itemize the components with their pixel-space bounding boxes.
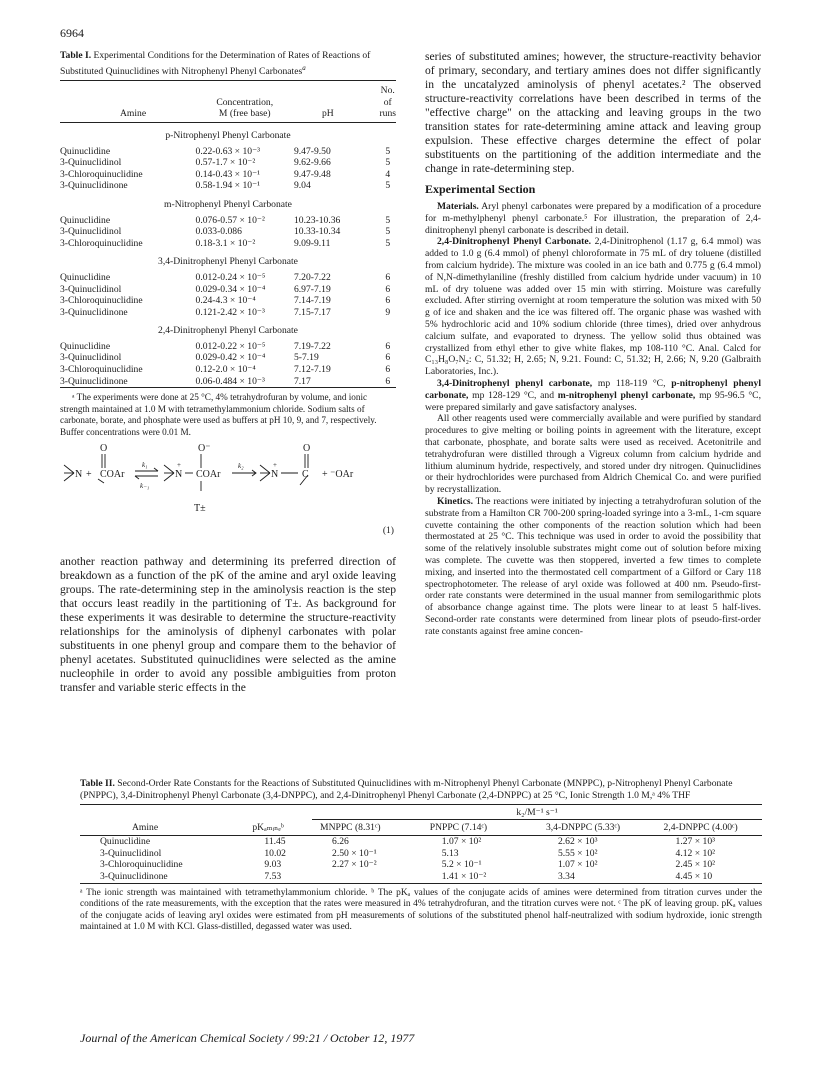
table2-cell: 3-Quinuclidinone — [100, 870, 168, 882]
p34-head2: p-nitrophenyl phenyl carbonate, — [425, 377, 761, 401]
table2-cell: 10.02 — [264, 847, 286, 859]
table1-cell-conc: 0.076-0.57 × 10⁻² — [195, 214, 265, 226]
table1-cell-amine: 3-Chloroquinuclidine — [60, 237, 143, 249]
table2-cell: 5.55 × 10² — [557, 847, 598, 859]
kinetics-text: The reactions were initiated by injecting a tetrahydrofuran solution of the substrate from a Hamilton CR 700-200 spring-loaded syringe into a 3-mL, 1-cm square cuvette containing the other components of the reaction solution which had been thermostated at 25 °C. This technique was used in order to avoid the possibility that some of the relatively insoluble substrates might come out of solution before mixing was complete. The cuvette was then stoppered, inverted a few times to complete mixing, and inserted into the thermostated cell compartment of a Gilford or Cary 118 spectrophotometer. The release of aryl oxide was followed at 400 nm. Pseudo-first-order rate constants were determined in the usual manner from semilogarithmic plots of absorbance change against time. The plots were linear to at least 5 half-lives. Second-order rate constants were determined from linear plots of pseudo-first-order rate constants against free amine concen- — [425, 495, 761, 637]
table2-block — [80, 778, 762, 934]
table2-cell: 3-Chloroquinuclidine — [100, 859, 183, 871]
table2-cell: 5.13 — [441, 847, 459, 859]
table1-cell-conc: 0.24-4.3 × 10⁻⁴ — [195, 295, 256, 307]
table1-cell-amine: 3-Quinuclidinol — [60, 283, 122, 295]
table1-cell-conc: 0.012-0.24 × 10⁻⁵ — [195, 271, 266, 283]
table1-cell-amine: 3-Quinuclidinone — [60, 306, 128, 318]
table1-cell-conc: 0.012-0.22 × 10⁻⁵ — [195, 340, 266, 352]
scheme-plus-charge-2: + — [273, 460, 277, 469]
amine-symbol-1 — [64, 465, 74, 481]
table1-cell-conc: 0.14-0.43 × 10⁻¹ — [195, 168, 261, 180]
table2-cell: 4.45 × 10 — [675, 870, 713, 882]
table1-cell-ph: 10.33-10.34 — [293, 226, 341, 238]
scheme-km1: k₋₁ — [140, 481, 150, 490]
intro-paragraph: series of substituted amines; however, the structure-reactivity behavior of primary, secondary, and tertiary amines does not differ significantly in the uncatalyzed aminolysis of phenyl acetates.² The observed structure-reactivity correlations have been described in terms of the "effective charge" on the attacking and leaving groups in the two transition states for rate-determining amine attack and leaving group expulsion. These effective charges determine the effect of polar substituents on the partitioning of the addition intermediate and the change in rate-determining step. — [425, 50, 761, 175]
table1-section-title-text: p-Nitrophenyl Phenyl Carbonate — [165, 129, 291, 141]
table1-cell-runs: 5 — [385, 145, 391, 157]
table1-cell-runs: 6 — [385, 375, 391, 387]
materials-text: Aryl phenyl carbonates were prepared by a modification of a procedure for m-methylphenyl phenyl carbonate.⁵ For illustration, the preparation of 2,4-dinitrophenyl phenyl carbonate is described in detail. — [425, 201, 762, 236]
table1-header-row — [60, 81, 396, 120]
scheme-n3: N — [271, 468, 279, 480]
other-carbonates-paragraph — [425, 378, 761, 413]
table2-span-header: k₂/M⁻¹ s⁻¹ — [516, 807, 558, 818]
table2-cell — [312, 871, 422, 883]
table2-row — [80, 836, 762, 848]
table2-cell: 1.27 × 10³ — [675, 836, 716, 848]
table1-cell-conc: 0.121-2.42 × 10⁻³ — [195, 306, 265, 318]
table2-row — [80, 871, 762, 883]
table1-cell-amine: 3-Quinuclidinone — [60, 180, 128, 192]
p34-mid1: mp 118-119 °C, — [597, 377, 666, 389]
materials-head: Materials. — [437, 201, 479, 212]
table1-cell-ph: 9.62-9.66 — [293, 157, 331, 169]
materials-paragraph — [425, 201, 761, 236]
table1-cell-runs: 6 — [385, 352, 391, 364]
table1-row — [60, 341, 396, 353]
table2-header-cell: pKₐₘᵢₙₑᵇ — [252, 821, 284, 833]
scheme-plus1: + — [86, 468, 92, 480]
table2-cell: 2.50 × 10⁻¹ — [332, 847, 377, 859]
dnp-paragraph — [425, 236, 761, 378]
table1-cell-conc: 0.18-3.1 × 10⁻² — [195, 237, 256, 249]
reagents-paragraph: All other reagents used were commercially available and were purified by standard procedures to give melting or boiling points in agreement with the literature, except that carbonate, phosphate, and borate salts were used as received. Acetonitrile and tetrahydrofuran were distilled through a Vigreux column from calcium hydride and lithium aluminum hydride, respectively, and stored under dry nitrogen. Quinuclidines or their hydrochlorides were purchased from Aldrich Chemical Co. and were purified by recrystallization. — [425, 413, 761, 496]
table1-header-runs-2: of — [383, 96, 392, 108]
table2-cell: 3.34 — [557, 870, 575, 882]
table1-cell-runs: 6 — [385, 295, 391, 307]
table2-cell: 6.26 — [332, 836, 349, 848]
table1-row — [60, 284, 396, 296]
table1-cell-runs: 6 — [385, 364, 391, 376]
table1-caption-label: Table I. — [60, 50, 92, 61]
table1-cell-runs: 5 — [385, 180, 391, 192]
table2-cell: 5.2 × 10⁻¹ — [441, 859, 482, 871]
table1-cell-runs: 5 — [385, 237, 391, 249]
table1-cell-ph: 7.20-7.22 — [293, 271, 331, 283]
table1-header-runs-3: runs — [379, 108, 396, 120]
table1-cell-amine: Quinuclidine — [60, 271, 111, 283]
table1-row — [60, 157, 396, 169]
scheme-c3: C — [302, 468, 309, 480]
table1-cell-ph: 7.15-7.17 — [293, 306, 331, 318]
table1-cell-runs: 5 — [385, 226, 391, 238]
reaction-scheme-svg — [60, 443, 396, 555]
table1-row — [60, 226, 396, 238]
forward-arrow — [232, 470, 256, 476]
table2-cell: 11.45 — [264, 836, 286, 848]
page-number: 6964 — [60, 26, 84, 40]
table1-cell-amine: Quinuclidine — [60, 145, 111, 157]
scheme-n2: N — [175, 468, 183, 480]
equation-number: (1) — [382, 524, 394, 536]
table2-cell: 3-Quinuclidinol — [100, 847, 162, 859]
journal-footer: Journal of the American Chemical Society / 99:21 / October 12, 1977 — [80, 1031, 415, 1045]
table1-cell-ph: 10.23-10.36 — [293, 214, 341, 226]
table1-row — [60, 238, 396, 250]
scheme-k1: k₁ — [142, 460, 148, 469]
table1-cell-conc: 0.57-1.7 × 10⁻² — [195, 157, 256, 169]
equilibrium-arrow — [135, 468, 158, 479]
table1-cell-runs: 9 — [385, 306, 391, 318]
table1-cell-ph: 7.17 — [293, 375, 311, 387]
table1-section-title-text: m-Nitrophenyl Phenyl Carbonate — [164, 198, 292, 210]
table1-cell-conc: 0.029-0.34 × 10⁻⁴ — [195, 283, 266, 295]
table2-header-row — [80, 820, 762, 836]
table1-section-title-text: 2,4-Dinitrophenyl Phenyl Carbonate — [158, 325, 298, 337]
table1-cell-ph: 9.04 — [293, 180, 311, 192]
table1-cell-runs: 5 — [385, 157, 391, 169]
table1-cell-runs: 6 — [385, 283, 391, 295]
table1-cell-amine: 3-Chloroquinuclidine — [60, 168, 143, 180]
p34-mid2: mp 128-129 °C, and — [472, 389, 555, 401]
p34-tail: mp 95-96.5 °C, were prepared similarly and gave satisfactory analyses. — [425, 389, 761, 413]
table2-cell: 7.53 — [264, 870, 282, 882]
table1-cell-amine: Quinuclidine — [60, 214, 111, 226]
table1-header-conc-1: Concentration, — [216, 96, 274, 108]
left-body-text: another reaction pathway and determining its preferred direction of breakdown as a function of the pK of the amine and aryl oxide leaving groups. The rate-determining step in the aminolysis reaction is the step that occurs least readily in the partitioning of T±. As background for these experiments it was desirable to determine the structure-reactivity relationships for the aminolysis of diphenyl carbonates with polar substituents in one phenyl group and compare them to the behavior of phenyl acetates. Substituted quinuclidines were selected as the amine nucleophile in order to avoid any possible ambiguities from proton transfer and variable steric effects in the — [60, 554, 396, 695]
table1-cell-ph: 9.47-9.50 — [293, 145, 331, 157]
table1-cell-conc: 0.033-0.086 — [195, 226, 242, 238]
table1-cell-ph: 9.09-9.11 — [293, 237, 331, 249]
table1-cell-amine: 3-Quinuclidinol — [60, 352, 122, 364]
table2 — [80, 805, 762, 883]
table1-cell-runs: 6 — [385, 271, 391, 283]
table1-cell-runs: 6 — [385, 340, 391, 352]
table1-cell-runs: 4 — [385, 168, 391, 180]
p34-head: 3,4-Dinitrophenyl phenyl carbonate, — [437, 377, 593, 389]
table2-header-cell: 2,4-DNPPC (4.00ᶜ) — [663, 821, 738, 833]
table2-cell: 2.45 × 10² — [675, 859, 716, 871]
table2-header-cell: MNPPC (8.31ᶜ) — [320, 821, 381, 833]
table1-row — [60, 215, 396, 227]
table1-cell-amine: 3-Quinuclidinol — [60, 157, 122, 169]
table1 — [60, 81, 396, 387]
table2-header-cell: PNPPC (7.14ᶜ) — [429, 821, 488, 833]
table1-section-title-text: 3,4-Dinitrophenyl Phenyl Carbonate — [158, 256, 298, 268]
table1-section-title — [60, 192, 396, 215]
table2-cell: 2.27 × 10⁻² — [332, 859, 377, 871]
table1-row — [60, 376, 396, 388]
scheme-k2: k₂ — [238, 461, 244, 470]
scheme-coar1: COAr — [100, 468, 125, 480]
table1-row — [60, 307, 396, 319]
kinetics-paragraph — [425, 496, 761, 638]
table1-cell-conc: 0.58-1.94 × 10⁻¹ — [195, 180, 261, 192]
table2-header-cell: 3,4-DNPPC (5.33ᶜ) — [545, 821, 621, 833]
kinetics-head: Kinetics. — [437, 495, 473, 507]
scheme-coar2: COAr — [196, 468, 221, 480]
table1-row — [60, 295, 396, 307]
table1-row — [60, 364, 396, 376]
scheme-n1: N — [75, 468, 83, 480]
table2-row — [80, 859, 762, 871]
table1-row — [60, 272, 396, 284]
table1-cell-ph: 5-7.19 — [293, 352, 319, 364]
table2-cell: Quinuclidine — [100, 836, 151, 848]
table1-cell-amine: 3-Quinuclidinol — [60, 226, 122, 238]
table1-row — [60, 180, 396, 192]
scheme-intermediate: T± — [194, 502, 206, 514]
table2-footnote: ᵃ The ionic strength was maintained with tetramethylammonium chloride. ᵇ The pKₐ values of the conjugate acids of amines were determined from titration curves under the conditions of the rate measurements, with the exception that the rates were measured in 4% tetrahydrofuran, and the titration curves were not. ᶜ The pK of leaving group. pKₐ values of the conjugate acids of leaving aryl oxides were estimated from pH measurements of solutions of the substituted phenol half-neutralized with sodium hydroxide, ionic strength maintained at 1.0 M with KCl. Glass-distilled, degassed water was used. — [80, 887, 762, 933]
left-column — [60, 50, 396, 696]
table2-row — [80, 848, 762, 860]
table1-cell-amine: Quinuclidine — [60, 340, 111, 352]
scheme-plus-charge-1: + — [177, 460, 181, 469]
table1-cell-ph: 7.12-7.19 — [293, 364, 331, 376]
table1-footnote: ᵃ The experiments were done at 25 °C, 4% tetrahydrofuran by volume, and ionic strength maintained at 1.0 M with tetramethylammonium chloride. Sodium salts of carbonate, borate, and phosphate were used as buffers at pH 10, 9, and 7, respectively. Buffer concentrations were 0.01 M. — [60, 392, 377, 438]
p34-head3: m-nitrophenyl phenyl carbonate, — [557, 389, 696, 401]
table2-cell: 2.62 × 10³ — [557, 836, 598, 848]
table1-row — [60, 352, 396, 364]
scheme-o3: O — [303, 442, 311, 454]
table1-cell-runs: 5 — [385, 214, 391, 226]
table1-cell-amine: 3-Quinuclidinone — [60, 375, 128, 387]
right-column — [425, 50, 761, 637]
amine-symbol-3 — [260, 454, 308, 485]
table1-section-title — [60, 123, 396, 146]
table1-cell-conc: 0.22-0.63 × 10⁻³ — [195, 145, 261, 157]
scheme-o2: O⁻ — [198, 442, 211, 454]
table1-cell-ph: 7.19-7.22 — [293, 340, 331, 352]
table1-header-ph: pH — [321, 108, 334, 120]
reaction-scheme — [60, 443, 396, 555]
table1-header-runs-1: No. — [380, 85, 395, 97]
table2-cell: 1.07 × 10² — [557, 859, 598, 871]
table1-cell-amine: 3-Chloroquinuclidine — [60, 295, 143, 307]
table1-caption — [60, 50, 396, 78]
table1-header-conc-2: M (free base) — [218, 108, 271, 120]
table1-caption-text: Experimental Conditions for the Determination of Rates of Reactions of Substituted Quinuclidines with Nitrophenyl Phenyl Carbonates — [60, 50, 371, 78]
table1-section-title — [60, 249, 396, 272]
table2-bottom-rule — [80, 883, 762, 884]
table2-caption-label: Table II. — [80, 778, 115, 789]
table2-caption — [80, 778, 762, 802]
table1-row — [60, 169, 396, 181]
scheme-leaving-group: + ⁻OAr — [322, 468, 354, 480]
table1-cell-conc: 0.06-0.484 × 10⁻³ — [195, 375, 265, 387]
table1-cell-ph: 9.47-9.48 — [293, 168, 331, 180]
table1-row — [60, 146, 396, 158]
scheme-o1: O — [100, 442, 108, 454]
section-heading: Experimental Section — [425, 182, 536, 196]
table1-cell-conc: 0.029-0.42 × 10⁻⁴ — [195, 352, 266, 364]
table1-bottom-rule — [60, 387, 396, 388]
table1-caption-mark: a — [302, 64, 306, 72]
table2-cell: 1.41 × 10⁻² — [441, 870, 487, 882]
table2-caption-text: Second-Order Rate Constants for the Reactions of Substituted Quinuclidines with m-Nitrophenyl Phenyl Carbonate (MNPPC), p-Nitrophenyl Phenyl Carbonate (PNPPC), 3,4-Dinitrophenyl Phenyl Carbonate (3,4-DNPPC), and 2,4-Dinitrophenyl Phenyl Carbonate (2,4-DNPPC) at 25 °C, Ionic Strength 1.0 M,ᵃ 4% THF — [80, 778, 733, 801]
table1-header-amine: Amine — [120, 108, 147, 120]
table1-cell-ph: 7.14-7.19 — [293, 295, 331, 307]
dnp-text: 2,4-Dinitrophenol (1.17 g, 6.4 mmol) was added to 1.0 g (6.4 mmol) of phenyl chloroformate in 75 mL of dry toluene (distilled from calcium hydride). The mixture was cooled in an ice bath and 0.775 g (6.4 mmol) of N,N-dimethylaniline (freshly distilled from calcium hydride under vacuum) in 10 mL of dry toluene was added over 15 min with stirring. Moisture was carefully excluded. After stirring overnight at room temperature the solution was mixed with 50 g of ice and shaken and the ice was filtered off. The organic phase was washed with 5% hydrochloric acid and 10% sodium chloride (three times), dried over anhydrous calcium sulfate, and evaporated to dryness. The yellow solid thus obtained was crystallized from ethyl ether to give white flakes, mp 108-110 °C. Anal. Calcd for C₁₃H₈O₇N₂: C, 51.32; H, 2.65; N, 9.21. Found: C, 51.32; H, 2.66; N, 9.20 (Galbraith Laboratories, Inc.). — [425, 236, 761, 378]
table1-cell-ph: 6.97-7.19 — [293, 283, 331, 295]
table2-cell: 9.03 — [264, 859, 282, 871]
dnp-head: 2,4-Dinitrophenyl Phenyl Carbonate. — [437, 236, 592, 248]
table1-cell-amine: 3-Chloroquinuclidine — [60, 364, 143, 376]
table2-header-cell: Amine — [132, 821, 159, 833]
table1-cell-conc: 0.12-2.0 × 10⁻⁴ — [195, 364, 256, 376]
table2-cell: 1.07 × 10² — [441, 836, 482, 848]
table1-section-title — [60, 318, 396, 341]
table2-cell: 4.12 × 10² — [675, 847, 716, 859]
